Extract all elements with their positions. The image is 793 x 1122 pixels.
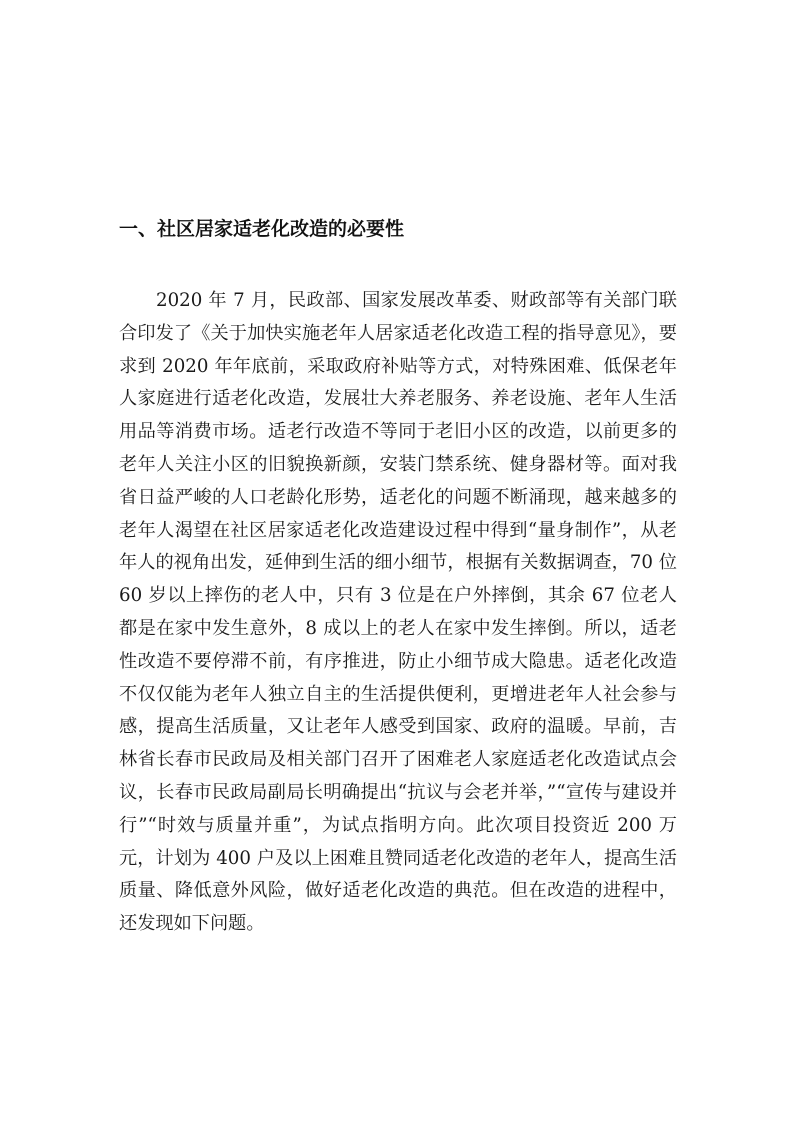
body-paragraph: 2020 年 7 月，民政部、国家发展改革委、财政部等有关部门联合印发了《关于加快实施老年人居家适老化改造工程的指导意见》，要求到 2020 年年底前，采取政府补贴等方式，对特殊困难、低保老年人家庭进行适老化改造，发展壮大养老服务、养老设施、老年人生活用品等消费市场。适老行改造不等同于老旧小区的改造，以前更多的老年人关注小区的旧貌换新颜，安装门禁系统、健身器材等。面对我省日益严峻的人口老龄化形势，适老化的问题不断涌现，越来越多的老年人渴望在社区居家适老化改造建设过程中得到“量身制作”，从老年人的视角出发，延伸到生活的细小细节，根据有关数据调查，70 位 60 岁以上摔伤的老人中，只有 3 位是在户外摔倒，其余 67 位老人都是在家中发生意外，8 成以上的老人在家中发生摔倒。所以，适老性改造不要停滞不前，有序推进，防止小细节成大隐患。适老化改造不仅仅能为老年人独立自主的生活提供便利，更增进老年人社会参与感，提高生活质量，又让老年人感受到国家、政府的温暖。早前，吉林省长春市民政局及相关部门召开了困难老人家庭适老化改造试点会议，长春市民政局副局长明确提出“抗议与会老并举，”“宣传与建设并行”“时效与质量并重”，为试点指明方向。此次项目投资近 200 万元，计划为 400 户及以上困难且赞同适老化改造的老年人，提高生活质量、降低意外风险，做好适老化改造的典范。但在改造的进程中，还发现如下问题。 — [119, 290, 677, 935]
section-heading: 一、社区居家适老化改造的必要性 — [119, 218, 405, 240]
